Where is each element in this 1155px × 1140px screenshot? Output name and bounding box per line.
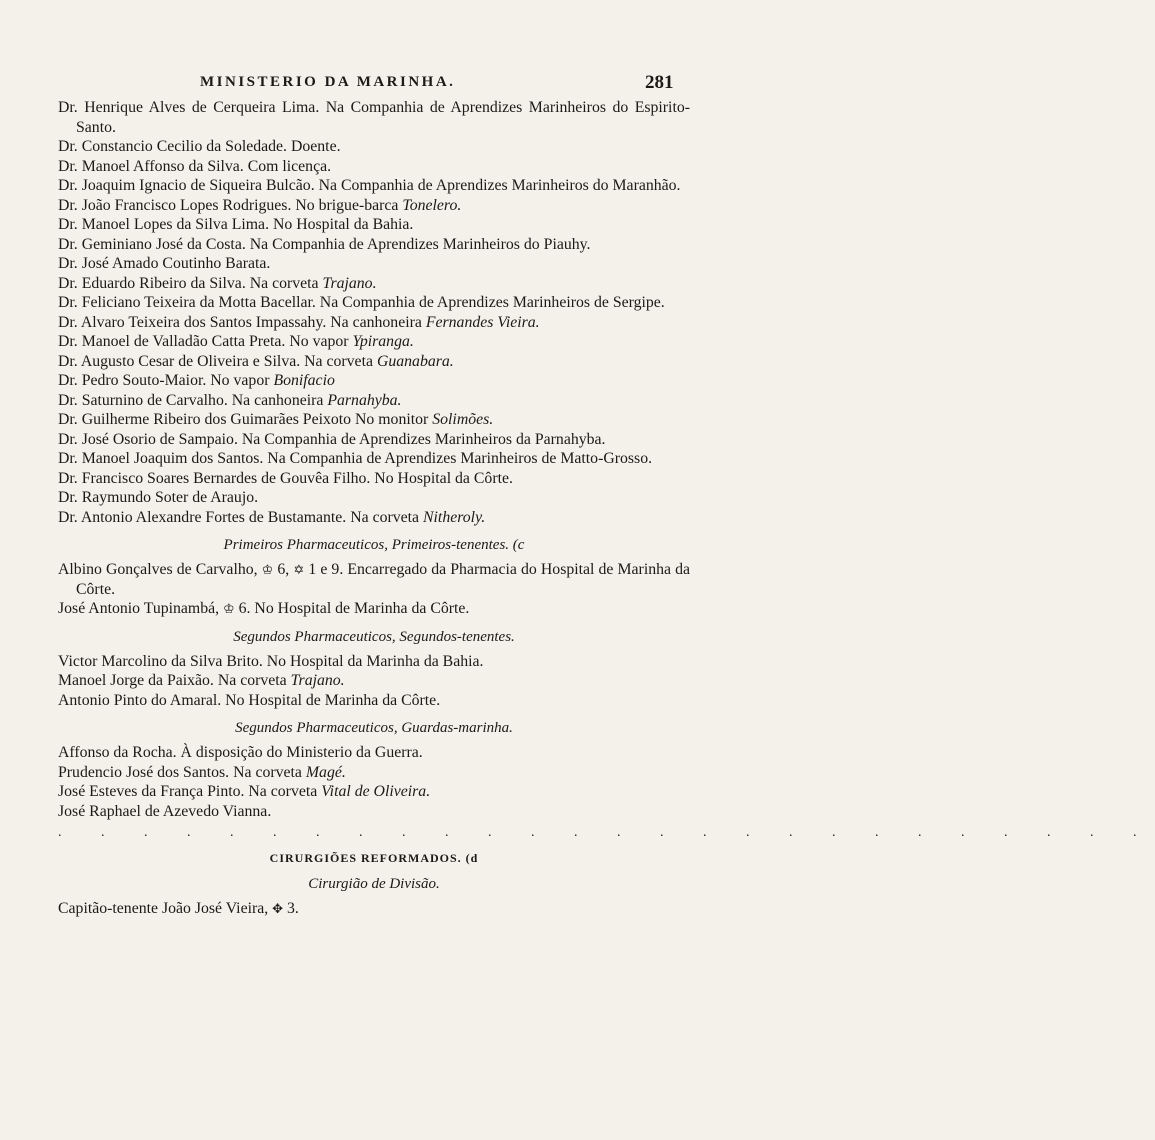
list-item: Capitão-tenente João José Vieira, ✥ 3. [58,900,299,917]
list-item: Antonio Pinto do Amaral. No Hospital de Marinha da Côrte. [58,691,441,709]
list-item: Dr. José Osorio de Sampaio. Na Companhia de Aprendizes Marinheiros da Parnahyba. [58,430,606,448]
list-item: Dr. Guilherme Ribeiro dos Guimarães Peixoto No monitor Solimões. [58,411,494,428]
running-head: MINISTERIO DA MARINHA. [200,74,456,90]
crown-order-icon: ♔ [223,601,235,616]
list-item: Dr. Henrique Alves de Cerqueira Lima. Na Companhia de Aprendizes Marinheiros do Espirito-Santo. [58,99,690,136]
list-item: Dr. Augusto Cesar de Oliveira e Silva. Na corveta Guanabara. [58,352,454,370]
list-item: Dr. Feliciano Teixeira da Motta Bacellar. Na Companhia de Aprendizes Marinheiros de Sergipe. [58,294,665,311]
list-item: Affonso da Rocha. À disposição do Ministerio da Guerra. [58,744,423,761]
list-item: Dr. Manoel Lopes da Silva Lima. No Hospital da Bahia. [58,216,414,233]
crown-order-icon: ♔ [261,562,274,577]
list-item: Dr. Manoel de Valladão Catta Preta. No vapor Ypiranga. [58,333,414,350]
list-item: Dr. Joaquim Ignacio de Siqueira Bulcão. Na Companhia de Aprendizes Marinheiros do Maranhão. [58,177,681,194]
list-item: Victor Marcolino da Silva Brito. No Hospital da Marinha da Bahia. [58,652,484,670]
list-item: Dr. Raymundo Soter de Araujo. [58,489,259,506]
medicos-list [58,98,690,527]
list-item: Albino Gonçalves de Carvalho, ♔ 6, ✡ 1 e 9. Encarregado da Pharmacia do Hospital de Marinha da Côrte. [58,561,691,598]
section-heading-guardas-marinha: Segundos Pharmaceuticos, Guardas-marinha. [235,720,513,736]
list-item: Dr. João Francisco Lopes Rodrigues. No brigue-barca Tonelero. [58,196,462,214]
list-item: Dr. Manoel Affonso da Silva. Com licença. [58,157,332,175]
cross-order-icon: ✥ [272,901,284,916]
header [0,72,747,100]
list-item: José Esteves da França Pinto. Na corveta Vital de Oliveira. [58,783,431,800]
subheading-cirurgiao-de-divisao: Cirurgião de Divisão. [308,876,440,892]
page-number: 281 [645,72,674,93]
list-item: José Antonio Tupinambá, ♔ 6. No Hospital de Marinha da Côrte. [58,600,470,617]
section-heading-primeiros-pharmaceuticos: Primeiros Pharmaceuticos, Primeiros-tenentes. (c [223,537,525,553]
section-heading-cirurgioes-reformados: CIRURGIÕES REFORMADOS. (d [269,851,479,865]
list-item: José Raphael de Azevedo Vianna. [58,802,272,820]
list-item: Dr. Manoel Joaquim dos Santos. Na Companhia de Aprendizes Marinheiros de Matto-Grosso. [58,450,653,467]
star-order-icon: ✡ [293,562,305,577]
list-item: Dr. Constancio Cecilio da Soledade. Doente. [58,138,341,155]
dotted-separator: . . . . . . . . . . . . . . . . . . . . . . . . . . [58,825,1155,840]
list-item: Dr. Geminiano José da Costa. Na Companhia de Aprendizes Marinheiros do Piauhy. [58,235,591,253]
list-item: Manoel Jorge da Paixão. Na corveta Trajano. [58,672,345,689]
list-item: Prudencio José dos Santos. Na corveta Magé. [58,763,346,781]
list-item: Dr. Antonio Alexandre Fortes de Bustamante. Na corveta Nitheroly. [58,508,486,526]
section-heading-segundos-tenentes: Segundos Pharmaceuticos, Segundos-tenentes. [233,628,515,645]
list-item: Dr. Francisco Soares Bernardes de Gouvêa Filho. No Hospital da Côrte. [58,469,513,487]
list-item: Dr. Alvaro Teixeira dos Santos Impassahy. Na canhoneira Fernandes Vieira. [58,313,540,331]
page-body [58,98,1155,919]
list-item: Dr. Saturnino de Carvalho. Na canhoneira Parnahyba. [58,391,402,409]
list-item: Dr. Eduardo Ribeiro da Silva. Na corveta Trajano. [58,274,377,292]
list-item: Dr. Pedro Souto-Maior. No vapor Bonifacio [58,372,335,389]
list-item: Dr. José Amado Coutinho Barata. [58,255,271,272]
